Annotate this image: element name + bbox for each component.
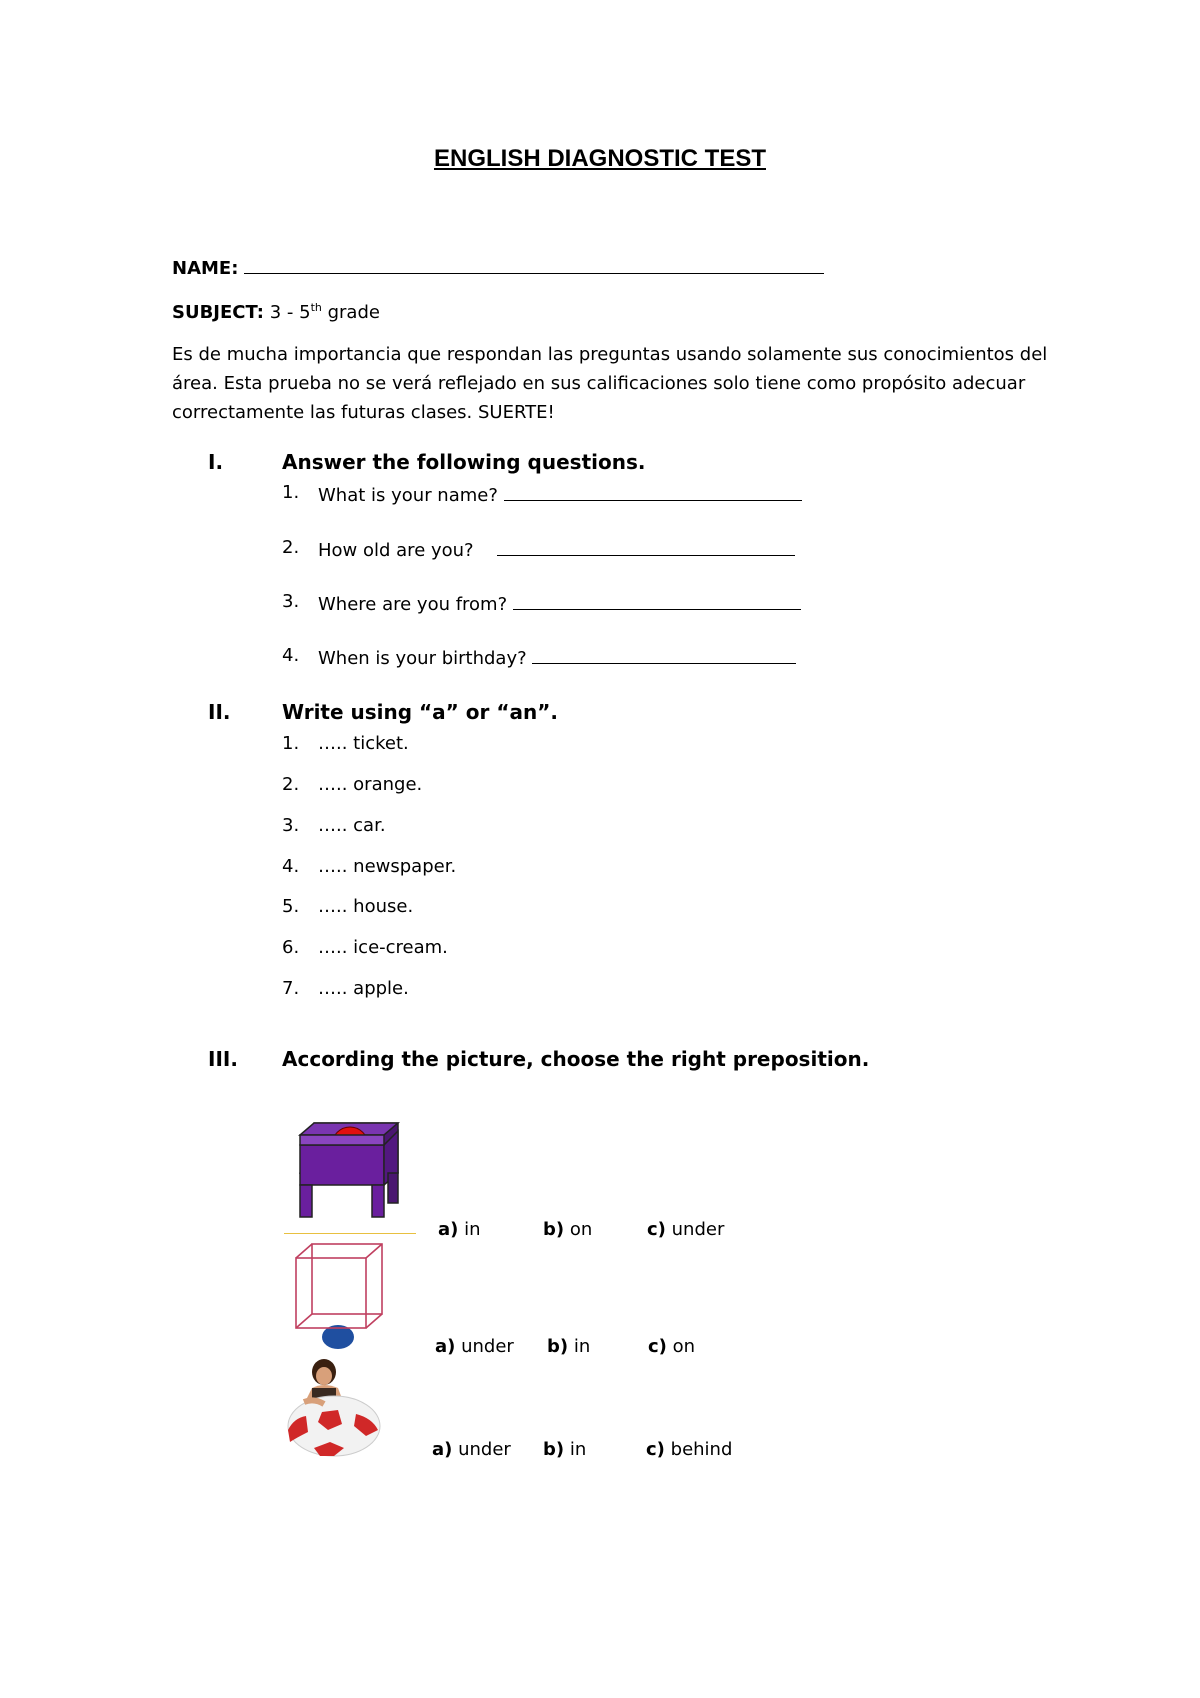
s1-item-number: 4. <box>282 645 300 666</box>
section-3-title: According the picture, choose the right preposition. <box>282 1047 870 1071</box>
section-3-number: III. <box>208 1047 238 1071</box>
s2-item-3: ….. car. <box>318 815 386 836</box>
s2-item-number: 2. <box>282 774 300 795</box>
option-word: under <box>671 1219 725 1240</box>
s1-question-text: Where are you from? <box>318 594 508 615</box>
s1-question-3 <box>318 591 801 615</box>
option-letter: b) <box>543 1219 565 1240</box>
s1-item-number: 3. <box>282 591 300 612</box>
option-letter: b) <box>543 1439 565 1460</box>
s2-item-6: ….. ice-cream. <box>318 937 448 958</box>
option-letter: a) <box>438 1219 459 1240</box>
girl-behind-ball-picture <box>284 1358 384 1458</box>
s1-answer-line-3[interactable] <box>513 591 801 610</box>
q3-option-c[interactable] <box>646 1439 732 1460</box>
subject-grade-range: 3 - 5 <box>269 302 311 323</box>
s2-item-2: ….. orange. <box>318 774 423 795</box>
q2-option-a[interactable] <box>435 1336 514 1357</box>
s2-item-5: ….. house. <box>318 896 414 917</box>
option-letter: a) <box>435 1336 456 1357</box>
s1-item-number: 2. <box>282 537 300 558</box>
s1-answer-line-1[interactable] <box>504 482 802 501</box>
s1-question-text: What is your name? <box>318 485 498 506</box>
s2-item-number: 1. <box>282 733 300 754</box>
option-letter: a) <box>432 1439 453 1460</box>
section-2-number: II. <box>208 700 231 724</box>
s2-item-number: 5. <box>282 896 300 917</box>
option-word: behind <box>670 1439 733 1460</box>
s1-question-text: How old are you? <box>318 540 474 561</box>
section-2-title: Write using “a” or “an”. <box>282 700 558 724</box>
subject-grade-sup: th <box>310 301 322 314</box>
name-blank-line[interactable] <box>244 255 824 274</box>
s2-item-number: 6. <box>282 937 300 958</box>
s2-item-4: ….. newspaper. <box>318 856 457 877</box>
option-letter: c) <box>646 1439 665 1460</box>
q3-option-a[interactable] <box>432 1439 511 1460</box>
option-letter: c) <box>647 1219 666 1240</box>
option-word: in <box>569 1439 587 1460</box>
subject-label: SUBJECT: <box>172 302 264 323</box>
s1-answer-line-4[interactable] <box>532 645 796 664</box>
s2-item-7: ….. apple. <box>318 978 409 999</box>
subject-grade-word: grade <box>327 302 380 323</box>
ball-under-cube-picture <box>290 1240 402 1352</box>
q1-option-c[interactable] <box>647 1219 724 1240</box>
s2-item-number: 3. <box>282 815 300 836</box>
page-title: ENGLISH DIAGNOSTIC TEST <box>433 145 766 172</box>
s1-question-1 <box>318 482 802 506</box>
s1-question-text: When is your birthday? <box>318 648 527 669</box>
yellow-divider <box>284 1233 416 1234</box>
q1-option-a[interactable] <box>438 1219 481 1240</box>
q2-option-b[interactable] <box>547 1336 590 1357</box>
s2-item-number: 4. <box>282 856 300 877</box>
q3-option-b[interactable] <box>543 1439 586 1460</box>
option-letter: b) <box>547 1336 569 1357</box>
s2-item-number: 7. <box>282 978 300 999</box>
option-word: under <box>458 1439 511 1460</box>
q2-option-c[interactable] <box>648 1336 695 1357</box>
s2-item-1: ….. ticket. <box>318 733 409 754</box>
option-word: under <box>461 1336 514 1357</box>
instructions-paragraph: Es de mucha importancia que respondan las preguntas usando solamente sus conocimientos del área. Esta prueba no se verá reflejado en sus calificaciones solo tiene como propósito adecuar correctamente las futuras clases. SUERTE! <box>172 344 1048 423</box>
option-word: in <box>464 1219 481 1240</box>
s1-question-2 <box>318 537 795 561</box>
subject-row <box>172 301 380 323</box>
section-1-number: I. <box>208 450 224 474</box>
name-row <box>172 255 824 279</box>
option-word: in <box>573 1336 591 1357</box>
option-letter: c) <box>648 1336 667 1357</box>
option-word: on <box>569 1219 593 1240</box>
q1-option-b[interactable] <box>543 1219 592 1240</box>
section-1-title: Answer the following questions. <box>282 450 646 474</box>
ball-in-box-picture <box>284 1115 416 1235</box>
s1-answer-line-2[interactable] <box>497 537 795 556</box>
name-label: NAME: <box>172 258 239 279</box>
s1-item-number: 1. <box>282 482 300 503</box>
option-word: on <box>672 1336 696 1357</box>
s1-question-4 <box>318 645 796 669</box>
